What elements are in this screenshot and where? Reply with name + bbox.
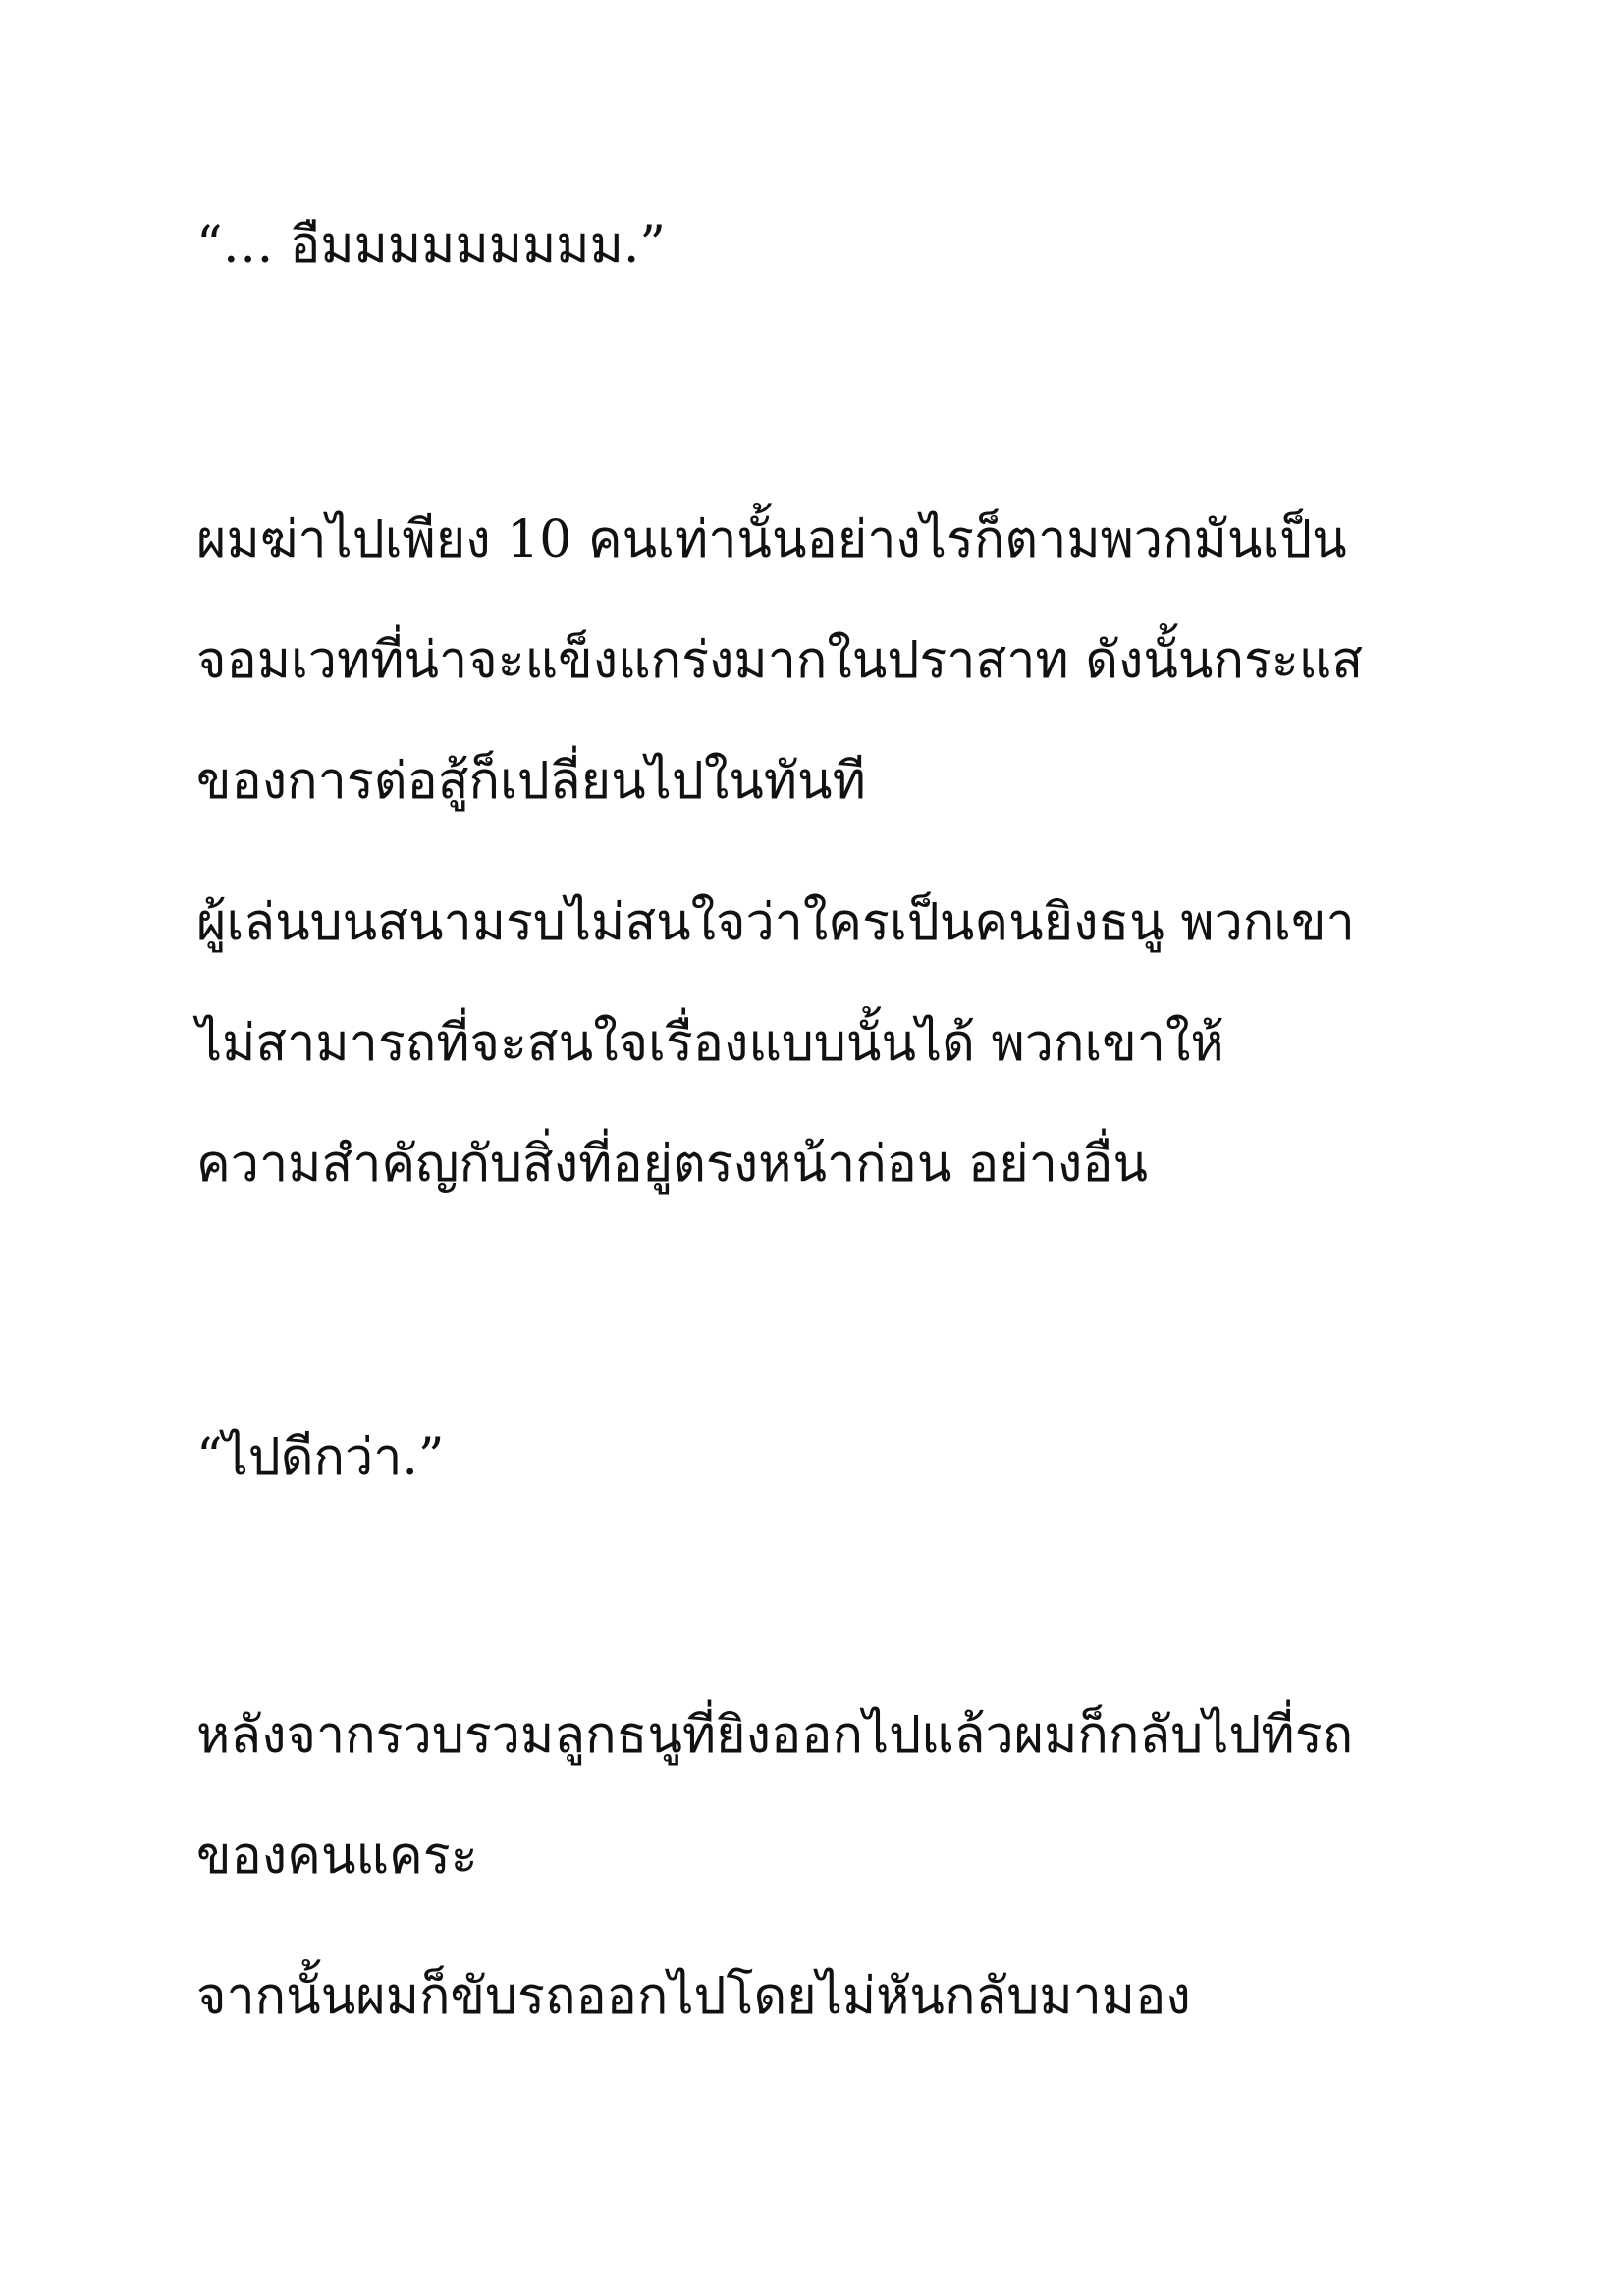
text-line: ผู้เล่นบนสนามรบไม่สนใจว่าใครเป็นคนยิงธนู พวกเขา: [196, 893, 1355, 952]
text-line: หลังจากรวบรวมลูกธนูที่ยิงออกไปแล้วผมก็กลับไปที่รถ: [196, 1706, 1354, 1765]
text-line: “ไปดีกว่า.”: [196, 1428, 445, 1487]
text-line: ผมฆ่าไปเพียง 10 คนเท่านั้นอย่างไรก็ตามพวกมันเป็น: [196, 510, 1347, 569]
text-line: “… อืมมมมมมมมม.”: [196, 216, 666, 275]
text-line: ของคนแคระ: [196, 1827, 478, 1886]
text-line: จากนั้นผมก็ขับรถออกไปโดยไม่หันกลับมามอง: [196, 1967, 1191, 2026]
text-line: ความสำคัญกับสิ่งที่อยู่ตรงหน้าก่อน อย่างอื่น: [196, 1135, 1149, 1194]
text-line: จอมเวทที่น่าจะแข็งแกร่งมากในปราสาท ดังนั้นกระแส: [196, 631, 1364, 690]
text-line: ไม่สามารถที่จะสนใจเรื่องแบบนั้นได้ พวกเขาให้: [196, 1014, 1224, 1073]
text-line: ของการต่อสู้ก็เปลี่ยนไปในทันที: [196, 752, 866, 811]
